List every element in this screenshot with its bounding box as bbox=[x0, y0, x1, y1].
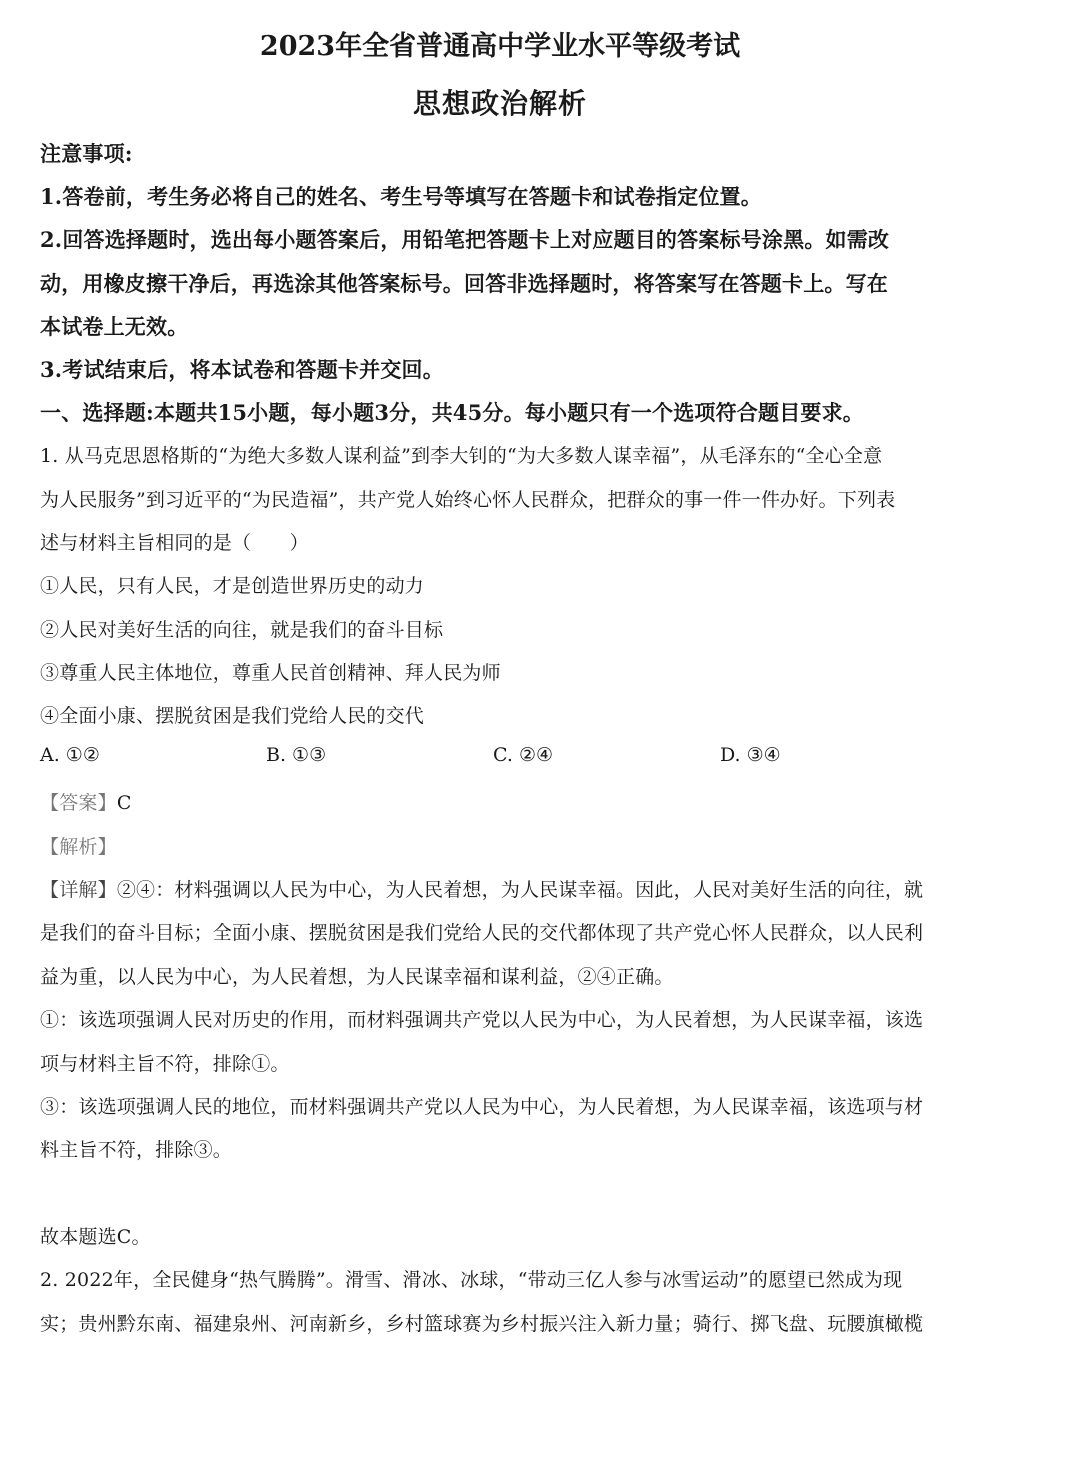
q2-stem-line-1: 2. 2022年，全民健身“热气腾腾”。滑雪、滑冰、冰球，“带动三亿人参与冰雪运动”的愿望已然成为现 bbox=[40, 1269, 903, 1291]
q1-statement-4: ④全面小康、摆脱贫困是我们党给人民的交代 bbox=[40, 705, 425, 727]
q1-answer bbox=[40, 788, 132, 815]
answer-tag: 【答案】 bbox=[40, 792, 117, 814]
q2-stem-line-2: 实；贵州黔东南、福建泉州、河南新乡，乡村篮球赛为乡村振兴注入新力量；骑行、掷飞盘、玩腰旗橄榄 bbox=[40, 1313, 924, 1335]
detail-text-1: ②④：材料强调以人民为中心，为人民着想，为人民谋幸福。因此，人民对美好生活的向往，就 bbox=[116, 879, 924, 901]
q1-explain-3-line-1: ③：该选项强调人民的地位，而材料强调共产党以人民为中心，为人民着想，为人民谋幸福，该选项与材 bbox=[40, 1096, 924, 1118]
q1-analysis-tag: 【解析】 bbox=[40, 836, 117, 858]
q1-option-d: D. ③④ bbox=[720, 744, 781, 766]
notice-item-3: 3.考试结束后，将本试卷和答题卡并交回。 bbox=[40, 357, 444, 382]
detail-tag: 【详解】 bbox=[40, 879, 117, 901]
q1-option-a: A. ①② bbox=[40, 744, 100, 766]
notice-item-1: 1.答卷前，考生务必将自己的姓名、考生号等填写在答题卡和试卷指定位置。 bbox=[40, 184, 762, 209]
q1-statement-2: ②人民对美好生活的向往，就是我们的奋斗目标 bbox=[40, 619, 444, 641]
notice-item-2-line-2: 动，用橡皮擦干净后，再选涂其他答案标号。回答非选择题时，将答案写在答题卡上。写在 bbox=[40, 271, 888, 296]
answer-value: C bbox=[116, 792, 132, 814]
q1-stem-line-1: 1. 从马克思恩格斯的“为绝大多数人谋利益”到李大钊的“为大多数人谋幸福”，从毛泽东的“全心全意 bbox=[40, 445, 883, 467]
q1-detail-line-2: 是我们的奋斗目标；全面小康、摆脱贫困是我们党给人民的交代都体现了共产党心怀人民群众，以人民利 bbox=[40, 922, 924, 944]
section-heading: 一、选择题:本题共15小题，每小题3分，共45分。每小题只有一个选项符合题目要求。 bbox=[40, 400, 865, 425]
exam-subtitle: 思想政治解析 bbox=[412, 87, 587, 120]
notice-heading: 注意事项: bbox=[40, 141, 133, 166]
q1-detail-line-1 bbox=[40, 875, 923, 902]
q1-stem-line-2: 为人民服务”到习近平的“为民造福”，共产党人始终心怀人民群众，把群众的事一件一件办好。下列表 bbox=[40, 489, 896, 511]
q1-conclusion: 故本题选C。 bbox=[40, 1226, 151, 1248]
notice-item-2-line-3: 本试卷上无效。 bbox=[40, 314, 189, 339]
notice-item-2-line-1: 2.回答选择题时，选出每小题答案后，用铅笔把答题卡上对应题目的答案标号涂黑。如需改 bbox=[40, 227, 890, 252]
q1-explain-3-line-2: 料主旨不符，排除③。 bbox=[40, 1139, 233, 1161]
exam-title: 2023年全省普通高中学业水平等级考试 bbox=[259, 31, 741, 62]
q1-statement-1: ①人民，只有人民，才是创造世界历史的动力 bbox=[40, 575, 425, 597]
q1-explain-1-line-2: 项与材料主旨不符，排除①。 bbox=[40, 1053, 290, 1075]
q1-option-c: C. ②④ bbox=[493, 744, 554, 766]
q1-stem-line-3: 述与材料主旨相同的是（ ） bbox=[40, 532, 309, 554]
q1-statement-3: ③尊重人民主体地位，尊重人民首创精神、拜人民为师 bbox=[40, 662, 501, 684]
q1-option-b: B. ①③ bbox=[266, 744, 327, 766]
q1-detail-line-3: 益为重，以人民为中心，为人民着想，为人民谋幸福和谋利益，②④正确。 bbox=[40, 966, 674, 988]
q1-explain-1-line-1: ①：该选项强调人民对历史的作用，而材料强调共产党以人民为中心，为人民着想，为人民谋幸福，该选 bbox=[40, 1009, 924, 1031]
